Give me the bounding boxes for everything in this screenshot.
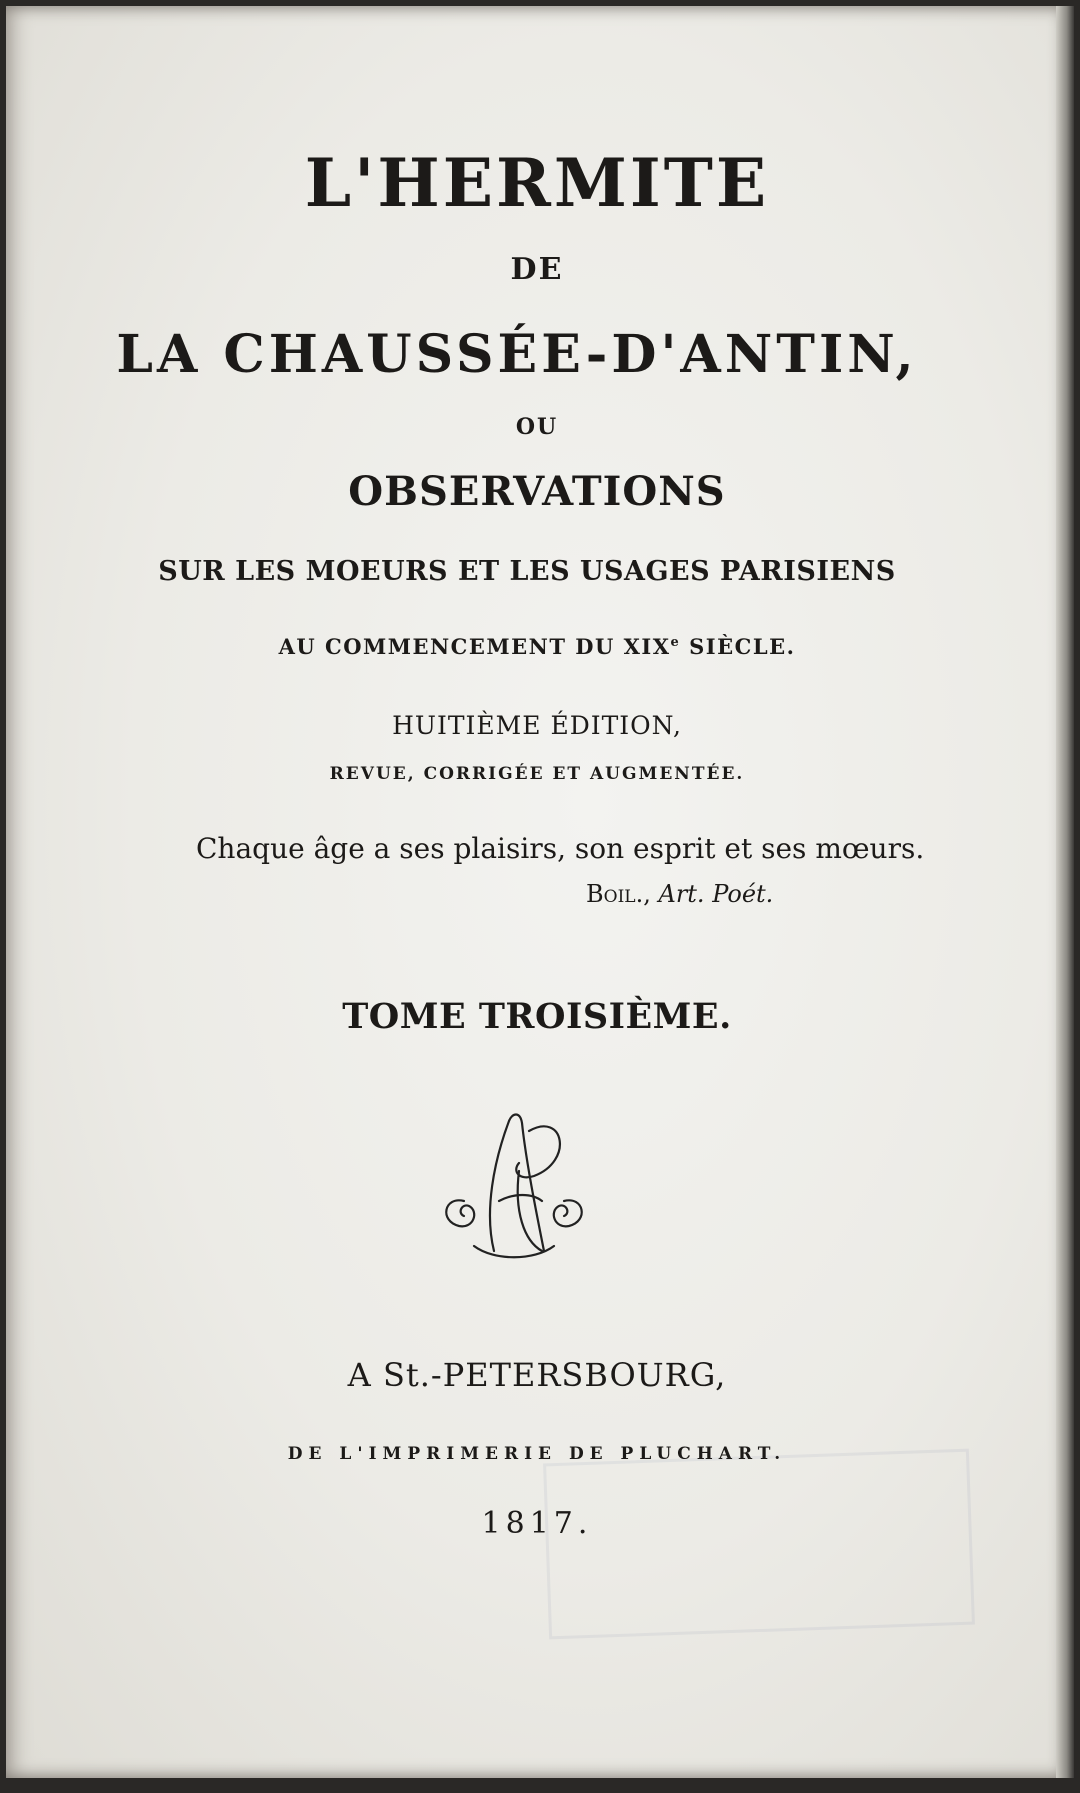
- book-title: L'HERMITE: [304, 144, 770, 222]
- imprint-year: 1817.: [481, 1506, 593, 1541]
- imprint-city: A St.-PETERSBOURG,: [347, 1356, 727, 1394]
- title-connector-ou: OU: [515, 414, 559, 440]
- edition-note: REVUE, CORRIGÉE ET AUGMENTÉE.: [329, 764, 745, 784]
- subtitle-line-1: SUR LES MOEURS ET LES USAGES PARISIENS: [158, 556, 896, 587]
- subtitle-observations: OBSERVATIONS: [348, 468, 726, 515]
- edition-statement: HUITIÈME ÉDITION,: [392, 711, 682, 740]
- faded-library-stamp: [543, 1449, 975, 1640]
- volume-label: TOME TROISIÈME.: [342, 996, 732, 1037]
- epigraph-quote: Chaque âge a ses plaisirs, son esprit et ses mœurs.: [196, 832, 925, 865]
- subtitle-line-2-superscript: e: [670, 635, 681, 650]
- epigraph-source: Art. Poét.: [658, 880, 774, 908]
- title-connector-de: DE: [510, 252, 564, 287]
- subtitle-line-2-post: SIÈCLE.: [680, 634, 796, 659]
- book-title-place: LA CHAUSSÉE-D'ANTIN,: [116, 324, 918, 385]
- subtitle-line-2: [6, 634, 1068, 659]
- imprint-printer: DE L'IMPRIMERIE DE PLUCHART.: [287, 1444, 787, 1464]
- title-page: [6, 6, 1068, 1778]
- subtitle-line-2-pre: AU COMMENCEMENT DU XIX: [278, 634, 671, 659]
- epigraph-author: Boil.,: [586, 880, 651, 908]
- epigraph-attribution: [586, 880, 773, 908]
- publisher-monogram-icon: [424, 1101, 604, 1271]
